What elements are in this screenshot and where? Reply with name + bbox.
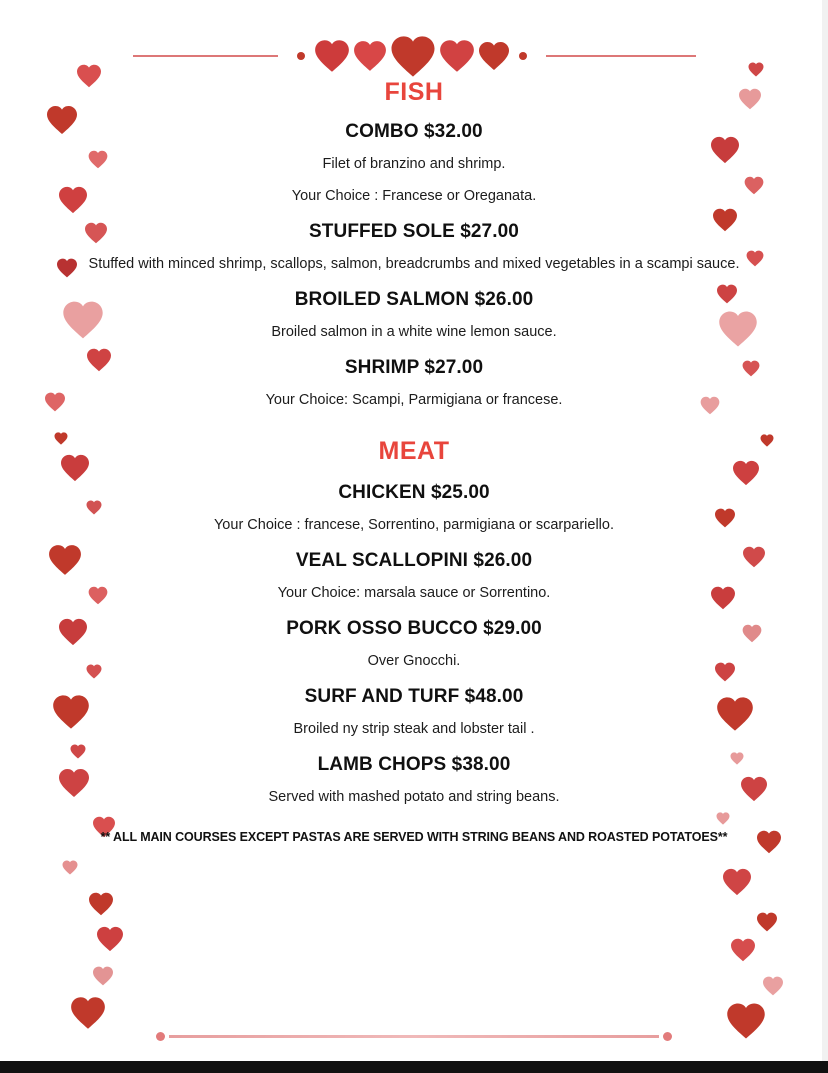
item-name: CHICKEN $25.00: [338, 482, 490, 504]
item-name: PORK OSSO BUCCO $29.00: [286, 618, 542, 640]
item-description: Filet of branzino and shrimp.: [322, 156, 506, 172]
heart-icon: [54, 432, 68, 445]
heart-icon: [722, 868, 752, 896]
item-description: Your Choice: Scampi, Parmigiana or francese.: [265, 392, 563, 409]
menu-item: [78, 221, 750, 275]
ornament-line-right: [546, 55, 696, 57]
section-title-fish: FISH: [384, 78, 444, 106]
heart-icon: [44, 392, 66, 412]
item-name: VEAL SCALLOPINI $26.00: [295, 550, 533, 572]
bottom-ornament: [0, 1026, 828, 1046]
item-description: Your Choice : francese, Sorrentino, parmigiana or scarpariello.: [213, 517, 615, 534]
ornament-dot-right: [519, 52, 527, 60]
item-description-2: Your Choice : Francese or Oreganata.: [291, 188, 537, 205]
menu-item: [78, 618, 750, 672]
item-name: BROILED SALMON $26.00: [294, 289, 534, 311]
heart-icon: [88, 892, 114, 916]
page-edge-right: [822, 0, 828, 1062]
menu-item: [78, 121, 750, 207]
heart-icon: [760, 434, 774, 447]
heart-icon: [92, 966, 114, 986]
ornament-dot-left: [156, 1032, 165, 1041]
menu-item: [78, 482, 750, 536]
item-name: COMBO $32.00: [345, 121, 483, 142]
menu-footnote: ** ALL MAIN COURSES EXCEPT PASTAS ARE SERVED WITH STRING BEANS AND ROASTED POTATOES**: [100, 830, 728, 845]
page-edge-bottom: [0, 1061, 828, 1073]
item-description: Broiled ny strip steak and lobster tail .: [293, 721, 535, 738]
menu-item: [78, 754, 750, 808]
heart-icon: [314, 39, 350, 73]
section-title-meat: MEAT: [378, 437, 450, 466]
ornament-dot-left: [297, 52, 305, 60]
menu-item: [78, 686, 750, 740]
heart-icon: [730, 938, 756, 962]
heart-icon: [70, 996, 106, 1030]
item-description: Stuffed with minced shrimp, scallops, salmon, breadcrumbs and mixed vegetables in a scampi sauce.: [88, 256, 740, 273]
item-name: STUFFED SOLE $27.00: [309, 221, 519, 243]
item-name: LAMB CHOPS $38.00: [317, 754, 511, 776]
item-name: SURF AND TURF $48.00: [304, 686, 524, 708]
item-description: Over Gnocchi.: [367, 653, 461, 670]
heart-icon: [96, 926, 124, 952]
menu-item: [78, 550, 750, 604]
heart-icon: [439, 39, 475, 73]
item-name: SHRIMP $27.00: [344, 357, 484, 379]
ornament-line-left: [133, 55, 278, 57]
item-description: Broiled salmon in a white wine lemon sauce.: [271, 324, 557, 341]
ornament-dot-right: [663, 1032, 672, 1041]
menu-item: [78, 289, 750, 343]
heart-icon: [46, 105, 78, 135]
heart-icon: [762, 976, 784, 996]
item-description: Your Choice: marsala sauce or Sorrentino.: [277, 585, 551, 602]
heart-icon: [478, 41, 510, 71]
heart-icon: [353, 40, 387, 72]
heart-icon: [62, 860, 78, 875]
ornament-line: [169, 1035, 659, 1038]
menu-content: [78, 72, 750, 844]
item-description: Served with mashed potato and string beans.: [268, 789, 560, 806]
heart-icon: [756, 912, 778, 932]
menu-item: [78, 357, 750, 411]
heart-icon: [48, 544, 82, 576]
